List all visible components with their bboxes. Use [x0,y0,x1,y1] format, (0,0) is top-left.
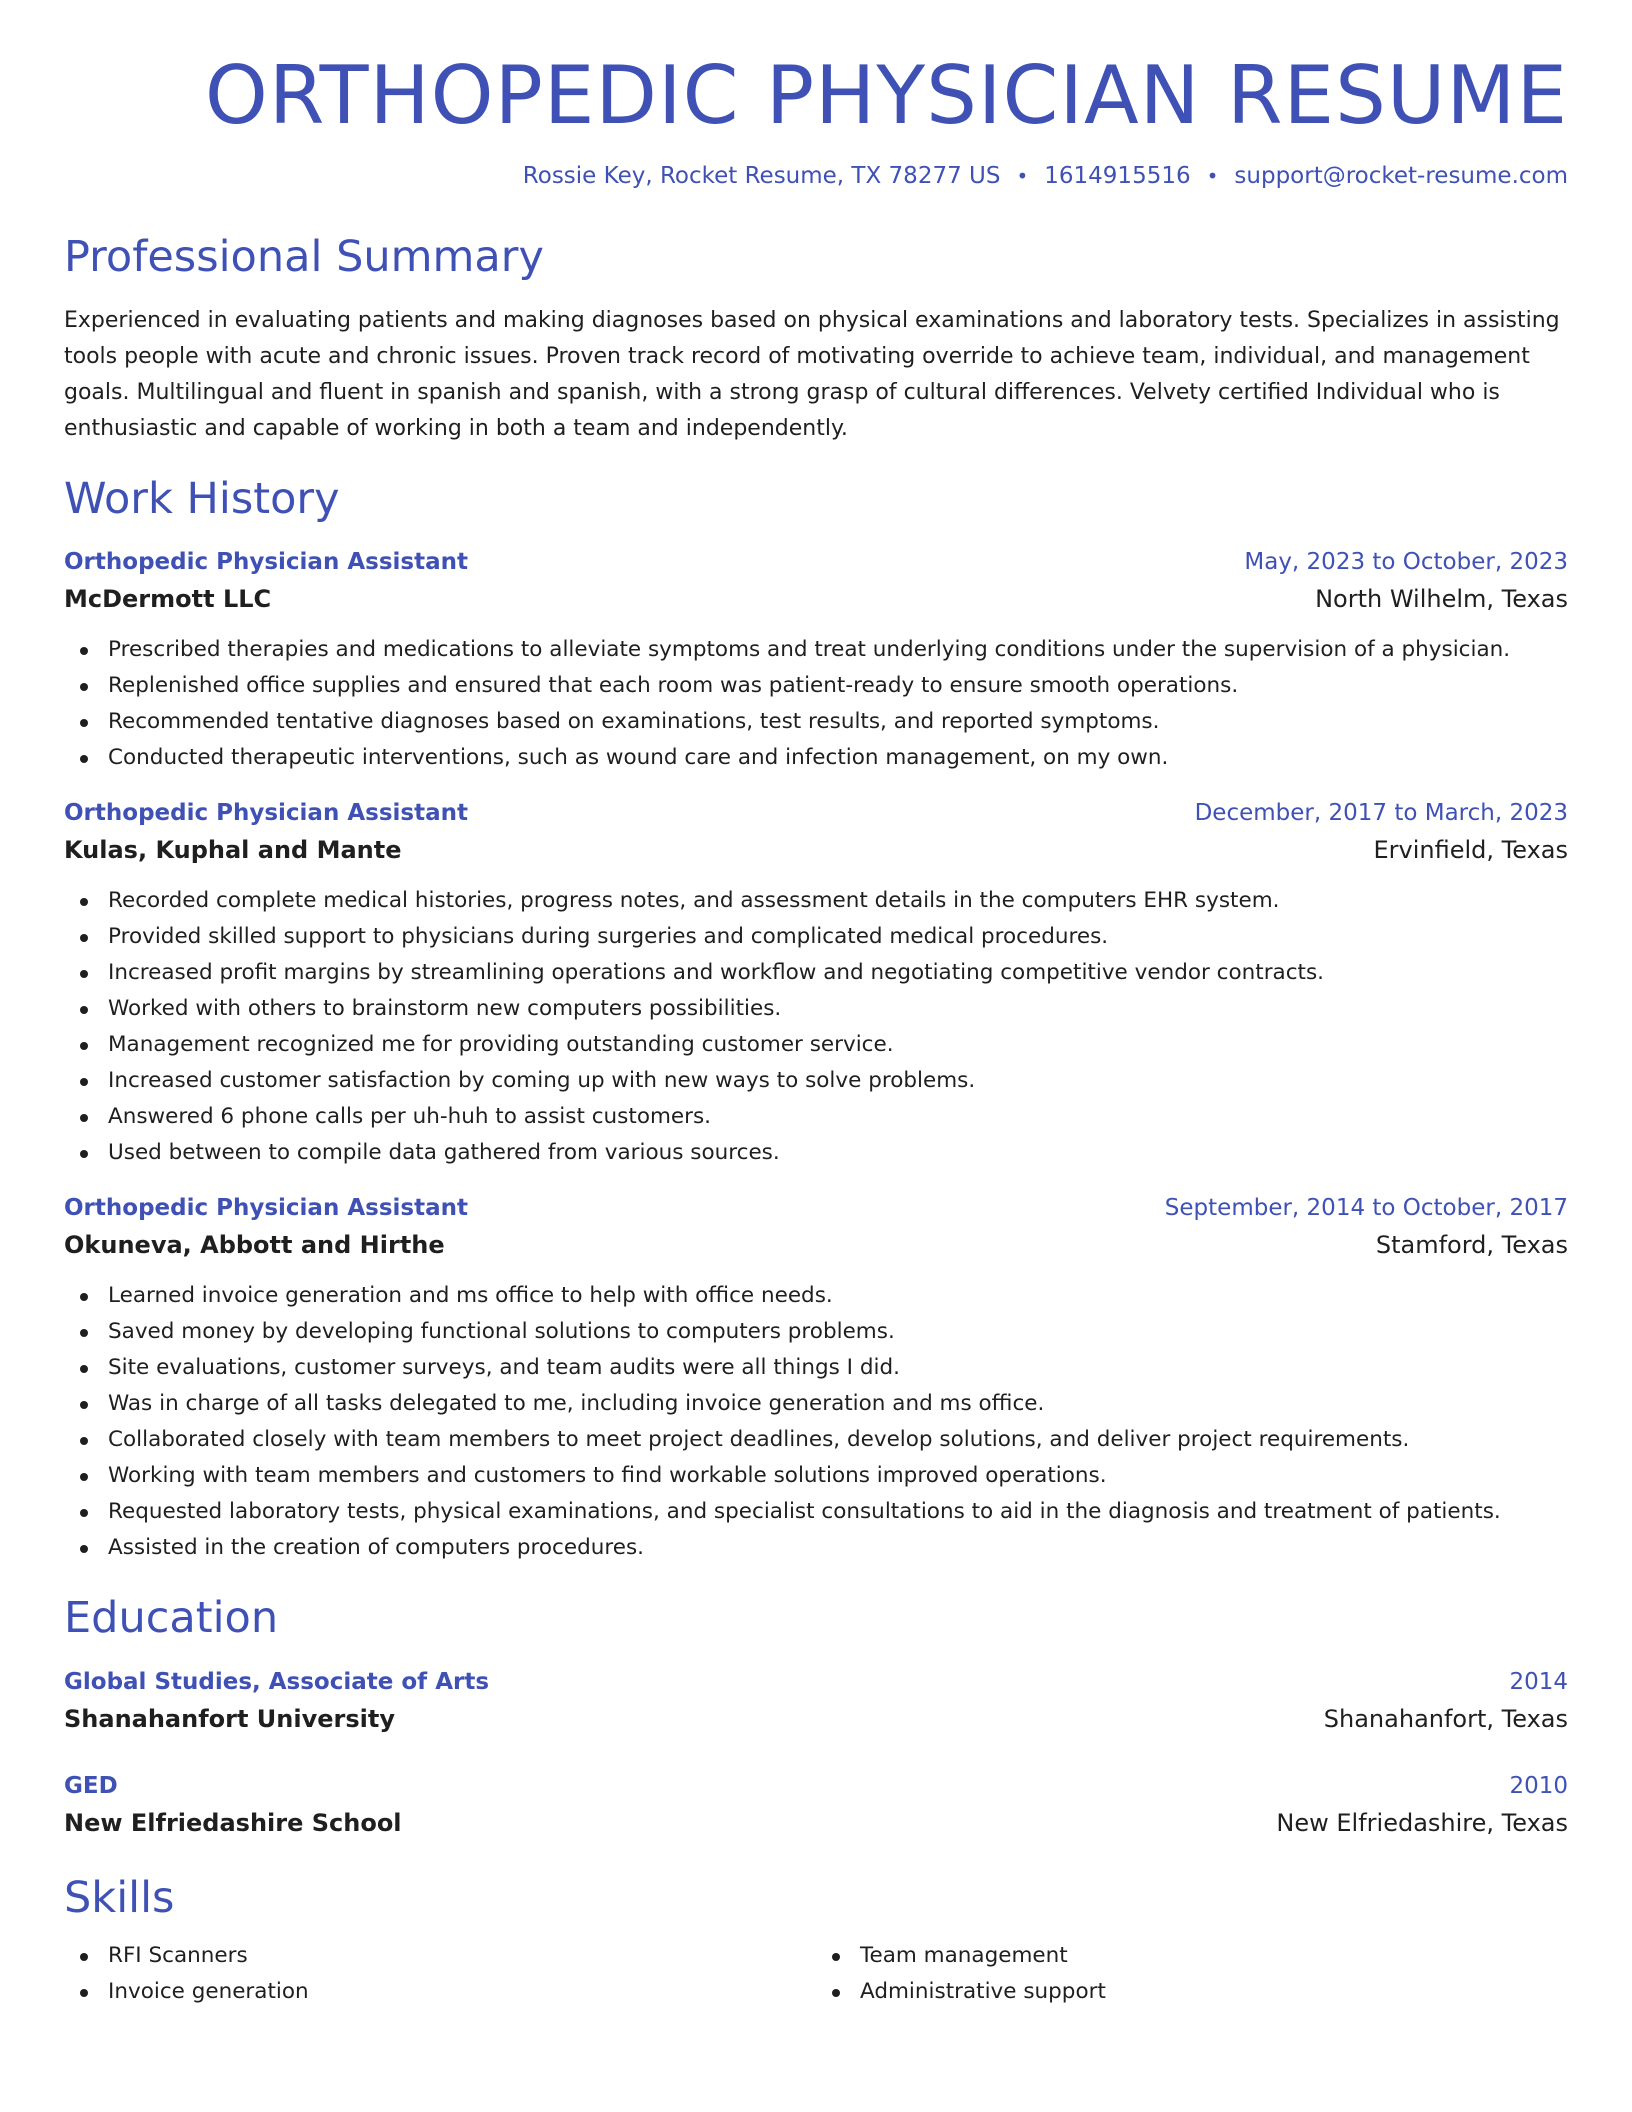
contact-line [64,163,1568,189]
job-bullet: Conducted therapeutic interventions, such as wound care and infection management, on my own. [64,740,1568,776]
job-bullet: Increased profit margins by streamlining operations and workflow and negotiating competitive vendor contracts. [64,955,1568,991]
education-school-row [64,1705,1568,1733]
skills-section [64,1873,1568,2011]
education-location: New Elfriedashire, Texas [1276,1808,1568,1837]
job-company: Kulas, Kuphal and Mante [64,836,402,865]
education-school: Shanahanfort University [64,1704,395,1733]
job-location: Ervinfield, Texas [1373,836,1568,865]
job-header-row [64,549,1568,575]
resume-header [64,0,1568,189]
job-bullet: Replenished office supplies and ensured that each room was patient-ready to ensure smooth operations. [64,668,1568,704]
contact-separator: • [1206,164,1219,188]
job-header-row [64,800,1568,826]
section-heading-work-history: Work History [64,473,340,524]
skills-list-left [64,1938,816,2010]
education-year: 2014 [1509,1668,1568,1695]
job-title: Orthopedic Physician Assistant [64,1195,468,1222]
education-section [64,1593,1568,1837]
job-company: Okuneva, Abbott and Hirthe [64,1231,445,1260]
contact-separator: • [1016,164,1029,188]
job-bullet: Was in charge of all tasks delegated to me, including invoice generation and ms office. [64,1386,1568,1422]
job-bullet: Management recognized me for providing outstanding customer service. [64,1027,1568,1063]
job-bullet: Assisted in the creation of computers procedures. [64,1530,1568,1566]
job-bullet: Recorded complete medical histories, progress notes, and assessment details in the computers EHR system. [64,883,1568,919]
job-bullet-list [64,1278,1568,1566]
section-heading-skills: Skills [64,1872,175,1923]
contact-address: Rossie Key, Rocket Resume, TX 78277 US [522,163,1001,189]
education-entry [64,1669,1568,1733]
job-company-row [64,1231,1568,1259]
job-location: North Wilhelm, Texas [1315,585,1568,614]
job-bullet: Saved money by developing functional solutions to computers problems. [64,1314,1568,1350]
job-location: Stamford, Texas [1375,1231,1568,1260]
education-location: Shanahanfort, Texas [1323,1704,1568,1733]
education-header-row [64,1773,1568,1799]
job-header-row [64,1195,1568,1221]
contact-phone: 1614915516 [1044,163,1191,189]
resume-title: ORTHOPEDIC PHYSICIAN RESUME [204,49,1568,142]
job-bullet-list [64,632,1568,776]
job-bullet: Working with team members and customers to find workable solutions improved operations. [64,1458,1568,1494]
skill-item: Invoice generation [64,1974,816,2010]
job-title: Orthopedic Physician Assistant [64,549,468,576]
job-dates: December, 2017 to March, 2023 [1194,800,1568,827]
skills-grid [64,1938,1568,2010]
education-degree: Global Studies, Associate of Arts [64,1668,490,1695]
job-bullet: Recommended tentative diagnoses based on examinations, test results, and reported symptoms. [64,704,1568,740]
education-year: 2010 [1509,1772,1568,1799]
education-degree: GED [64,1772,118,1799]
skill-item: Team management [816,1938,1568,1974]
job-bullet: Used between to compile data gathered from various sources. [64,1135,1568,1171]
job-entry [64,800,1568,1171]
job-bullet: Site evaluations, customer surveys, and team audits were all things I did. [64,1350,1568,1386]
job-bullet: Requested laboratory tests, physical examinations, and specialist consultations to aid in the diagnosis and treatment of patients. [64,1494,1568,1530]
job-dates: September, 2014 to October, 2017 [1164,1195,1568,1222]
job-title: Orthopedic Physician Assistant [64,800,468,827]
skills-list-right [816,1938,1568,2010]
job-bullet: Prescribed therapies and medications to alleviate symptoms and treat underlying conditions under the supervision of a physician. [64,632,1568,668]
education-entry [64,1773,1568,1837]
education-header-row [64,1669,1568,1695]
job-bullet: Collaborated closely with team members to meet project deadlines, develop solutions, and deliver project requirements. [64,1422,1568,1458]
job-company-row [64,585,1568,613]
job-entry [64,1195,1568,1566]
job-bullet: Worked with others to brainstorm new computers possibilities. [64,991,1568,1027]
job-company: McDermott LLC [64,585,272,614]
job-bullet: Provided skilled support to physicians during surgeries and complicated medical procedures. [64,919,1568,955]
job-bullet: Answered 6 phone calls per uh-huh to assist customers. [64,1099,1568,1135]
education-school: New Elfriedashire School [64,1808,402,1837]
contact-email: support@rocket-resume.com [1234,163,1568,189]
job-dates: May, 2023 to October, 2023 [1244,549,1568,576]
job-bullet: Increased customer satisfaction by coming up with new ways to solve problems. [64,1063,1568,1099]
work-history-section [64,474,1568,1567]
education-school-row [64,1809,1568,1837]
summary-text: Experienced in evaluating patients and making diagnoses based on physical examinations and laboratory tests. Specializes in assisting tools people with acute and chronic issues. Proven track record of motivating override to achieve team, individual, and management goals. Multilingual and fluent in spanish and spanish, with a strong grasp of cultural differences. Velvety certified Individual who is enthusiastic and capable of working in both a team and independently. [64,307,1560,441]
section-heading-summary: Professional Summary [64,232,544,282]
job-entry [64,549,1568,776]
job-bullet-list [64,883,1568,1171]
skill-item: Administrative support [816,1974,1568,2010]
skill-item: RFI Scanners [64,1938,816,1974]
job-company-row [64,836,1568,864]
section-heading-education: Education [64,1593,279,1644]
job-bullet: Learned invoice generation and ms office to help with office needs. [64,1278,1568,1314]
summary-section [64,232,1568,447]
